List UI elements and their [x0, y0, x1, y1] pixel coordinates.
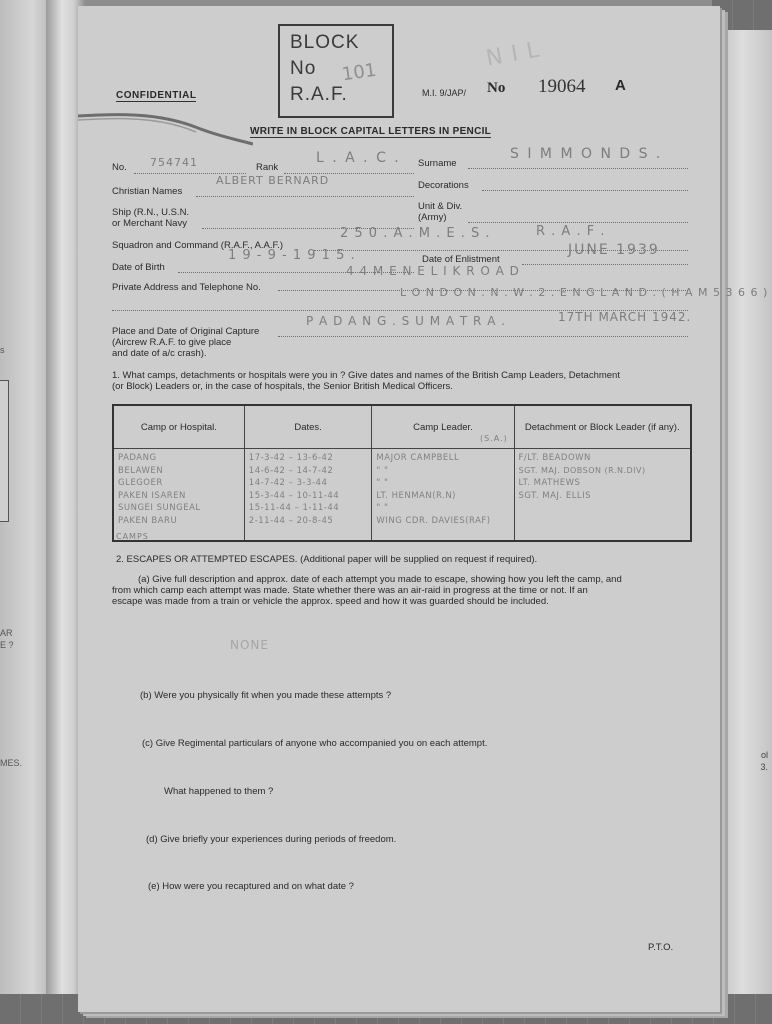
unit-line — [468, 222, 688, 223]
twine-string — [78, 106, 253, 146]
camp-name: PAKEN ISAREN — [118, 490, 186, 501]
address-line-1: 4 4 M E N E L I K R O A D — [346, 264, 520, 278]
faint-nil-mark: N I L — [484, 37, 542, 72]
address-label: Private Address and Telephone No. — [112, 282, 261, 293]
ship-label: Ship (R.N., U.S.N. — [112, 207, 190, 218]
enlistment-value: JUNE 1939 — [568, 242, 660, 258]
camp-leader: MAJOR CAMPBELL — [376, 453, 460, 463]
enlistment-label: Date of Enlistment — [422, 254, 500, 265]
camp-dates: 17-3-42 – 13-6-42 — [248, 453, 334, 463]
christian-names-label: Christian Names — [112, 186, 183, 197]
decorations-line — [482, 190, 688, 191]
stamp-line: R.A.F. — [290, 84, 348, 105]
camp-dates: 15-3-44 – 10-11-44 — [248, 490, 340, 501]
camp-dates: 15-11-44 – 1-11-44 — [248, 503, 340, 513]
right-page-edge — [712, 30, 772, 1010]
left-edge-text: s — [0, 345, 5, 355]
leader-column — [372, 449, 514, 542]
surname-label: Surname — [418, 158, 457, 169]
camps-table — [112, 404, 692, 542]
camp-leader: " " — [376, 478, 389, 488]
camp-name: PAKEN BARU — [118, 515, 178, 526]
detachment-leader: SGT. MAJ. DOBSON (R.N.DIV) — [518, 465, 646, 475]
stamp-handwritten-number: 101 — [340, 59, 378, 86]
detachment-column — [514, 449, 691, 542]
camp-name: PADANG — [118, 453, 157, 463]
squadron-label: Squadron and Command (R.A.F., A.A.F.) — [112, 240, 284, 251]
table-header: Detachment or Block Leader (if any). — [514, 405, 691, 449]
surname-value: S I M M O N D S . — [510, 146, 663, 162]
camps-prefix-note: CAMPS — [116, 532, 149, 541]
table-header: Dates. — [244, 405, 372, 449]
camp-leader: " " — [376, 465, 389, 476]
dob-value: 1 9 - 9 - 1 9 1 5 . — [228, 248, 356, 263]
surname-line — [468, 168, 688, 169]
leader-note: (S.A.) — [480, 434, 508, 443]
left-edge-text: AR — [0, 628, 13, 638]
camp-name: BELAWEN — [118, 465, 164, 476]
detachment-leader: F/LT. BEADOWN — [518, 453, 591, 463]
dob-label: Date of Birth — [112, 262, 165, 273]
camp-leader: WING CDR. DAVIES(RAF) — [376, 515, 491, 526]
capture-place: P A D A N G . S U M A T R A . — [306, 314, 507, 328]
q2a-text: (a) Give full description and approx. date of each attempt you made to escape, showing how you left the camp, and — [138, 574, 622, 585]
squadron-value-2: R . A . F . — [536, 224, 606, 239]
q1-text: 1. What camps, detachments or hospitals were you in ? Give dates and names of the British Camp Leaders, Detachment — [112, 370, 620, 381]
left-edge-box — [0, 380, 9, 522]
confidential-label: CONFIDENTIAL — [116, 90, 197, 101]
no-value: 754741 — [150, 156, 198, 169]
camp-name: GLEGOER — [118, 478, 163, 488]
capture-label-2: (Aircrew R.A.F. to give place — [112, 337, 232, 348]
dates-column — [244, 449, 372, 542]
camp-dates: 14-7-42 – 3-3-44 — [248, 478, 328, 488]
capture-line — [278, 336, 688, 337]
camp-name: SUNGEI SUNGEAL — [118, 503, 201, 513]
unit-label: Unit & Div. — [418, 201, 463, 212]
pto-label: P.T.O. — [648, 942, 674, 953]
decorations-label: Decorations — [418, 180, 469, 191]
instruction-heading: WRITE IN BLOCK CAPITAL LETTERS IN PENCIL — [250, 126, 492, 137]
capture-label-3: and date of a/c crash). — [112, 348, 207, 359]
q2c-text: (c) Give Regimental particulars of anyone who accompanied you on each attempt. — [142, 738, 488, 749]
stamp-line: No — [290, 58, 317, 79]
unit-label-2: (Army) — [418, 212, 447, 223]
form-reference: M.I. 9/JAP/ — [422, 88, 467, 98]
left-edge-text: MES. — [0, 758, 23, 768]
detachment-leader: SGT. MAJ. ELLIS — [518, 490, 592, 501]
form-suffix: A — [615, 77, 626, 94]
q2a-text-3: escape was made from a train or vehicle the approx. speed and how it was guarded should be included. — [112, 596, 549, 607]
camp-leader: LT. HENMAN(R.N) — [376, 490, 456, 501]
camp-column — [113, 449, 244, 542]
christian-names-line — [196, 196, 414, 197]
detachment-leader: LT. MATHEWS — [518, 478, 581, 488]
q2b-text: (b) Were you physically fit when you made these attempts ? — [140, 690, 392, 701]
cutting-mat — [712, 0, 772, 30]
left-edge-text: E ? — [0, 640, 14, 650]
right-edge-text: ol — [760, 750, 768, 760]
no-label: No. — [112, 162, 127, 173]
enlistment-line — [522, 264, 688, 265]
form-number: 19064 — [538, 76, 586, 97]
stamp-line: BLOCK — [290, 32, 360, 53]
block-raf-stamp — [278, 24, 394, 118]
squadron-value: 2 5 0 . A . M . E . S . — [340, 226, 491, 241]
address-line-2: L O N D O N . N . W . 2 . E N G L A N D . ( H A M 5 3 6 6 ) — [400, 286, 769, 299]
christian-names-value: ALBERT BERNARD — [216, 174, 330, 187]
q2-title: 2. ESCAPES OR ATTEMPTED ESCAPES. (Additional paper will be supplied on request if required). — [116, 554, 538, 565]
rank-value: L . A . C . — [316, 150, 401, 166]
capture-date: 17TH MARCH 1942. — [558, 310, 692, 324]
camp-dates: 14-6-42 – 14-7-42 — [248, 465, 334, 476]
q2a-answer: NONE — [230, 638, 269, 652]
table-header: Camp or Hospital. — [113, 405, 244, 449]
table-header: Camp Leader. — [372, 405, 514, 449]
camp-leader: " " — [376, 503, 389, 513]
q2e-text: (e) How were you recaptured and on what date ? — [148, 881, 354, 892]
rank-label: Rank — [256, 162, 279, 173]
right-edge-text: 3. — [760, 762, 768, 772]
q2d-text: (d) Give briefly your experiences during periods of freedom. — [146, 834, 397, 845]
camp-dates: 2-11-44 – 20-8-45 — [248, 515, 334, 526]
ship-label-2: or Merchant Navy — [112, 218, 187, 229]
q2c-text-2: What happened to them ? — [164, 786, 274, 797]
q2a-text-2: from which camp each attempt was made. State whether there was an air-raid in progress at the time or not. If an — [112, 585, 588, 596]
number-label: No — [487, 80, 506, 96]
q1-text-2: (or Block) Leaders or, in the case of hospitals, the Senior British Medical Officers. — [112, 381, 453, 392]
capture-label: Place and Date of Original Capture — [112, 326, 260, 337]
